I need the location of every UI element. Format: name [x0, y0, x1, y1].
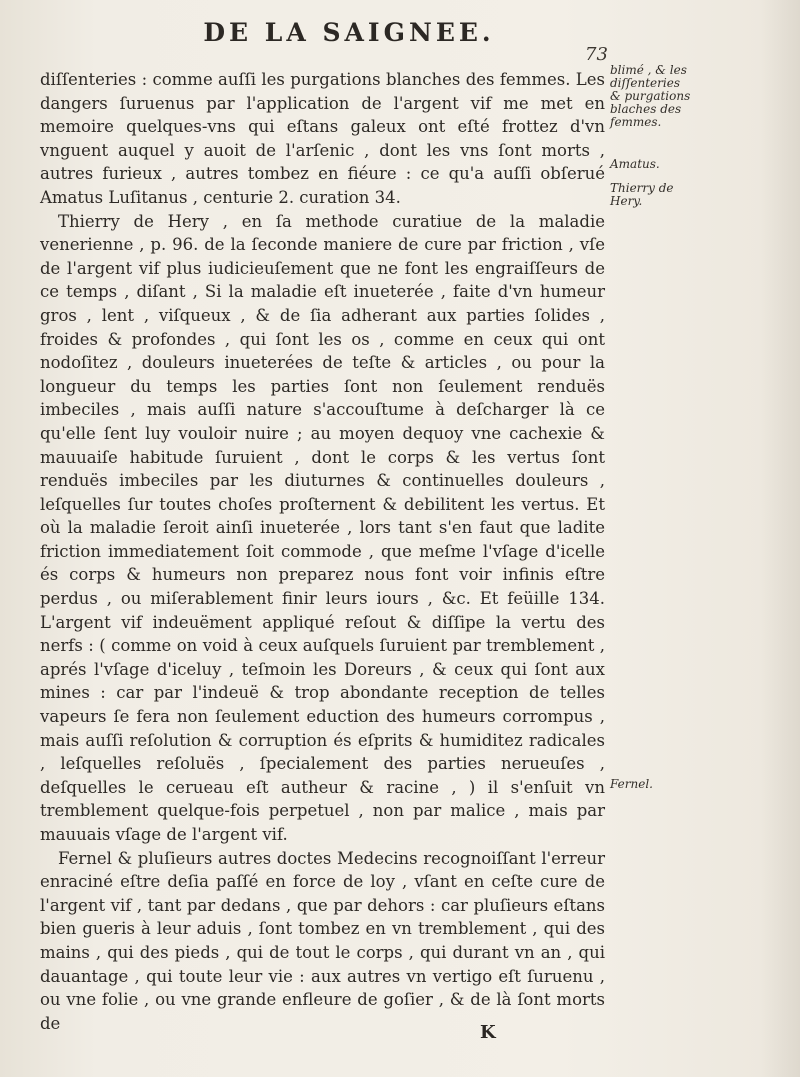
margin-note: Amatus. — [610, 157, 660, 171]
paragraph: diſſenteries : comme auſſi les purgations blanches des femmes. Les dangers ſuruenus par l'application de l'argent vif me met en memoire quelques-vns qui eſtans galeux ont eſté frottez d'vn vnguent auquel y auoit de l'arſenic , dont les vns ſont morts , autres furieux , autres tombez en fiéure : ce qu'a auſſi obſerué Amatus Luſitanus , centurie 2. curation 34. — [40, 70, 605, 207]
paragraph: Fernel & pluſieurs autres doctes Medecins recognoiſſant l'erreur enraciné eſtre deſia paſſé en force de loy , vſant en ceſte cure de l'argent vif , tant par dedans , que par dehors : car pluſieurs eſtans bien gueris à leur aduis , ſont tombez en vn tremblement , qui des mains , qui des pieds , qui de tout le corps , qui durant vn an , qui dauantage , qui toute leur vie : aux autres vn vertigo eſt ſuruenu , ou vne folie , ou vne grande enfleure de goſier , & de là ſont morts de — [40, 848, 605, 1033]
margin-note: Fernel. — [610, 777, 653, 791]
page-number: 73 — [585, 44, 608, 65]
margin-note: blimé , & les diſſenteries & purgations blaches des femmes. — [610, 63, 691, 129]
running-title: DE LA SAIGNEE. — [203, 18, 495, 47]
body-text — [40, 68, 605, 1035]
paragraph: Thierry de Hery , en ſa methode curatiue de la maladie venerienne , p. 96. de la ſeconde maniere de cure par friction , vſe de l'argent vif plus iudicieuſement que ne font les engraiſſeurs de ce temps , diſant , Si la maladie eſt inueterée , faite d'vn humeur gros , lent , viſqueux , & de ſia adherant aux parties ſolides , froides & profondes , qui ſont les os , comme en ceux qui ont nodoſitez , douleurs inueterées de teſte & articles , ou pour la longueur du temps les parties ſont non ſeulement renduës imbeciles , mais auſſi nature s'accouſtume à deſcharger là ce qu'elle ſent luy vouloir nuire ; au moyen dequoy vne cachexie & mauuaiſe habitude ſuruient , dont le corps & les vertus ſont renduës imbeciles par les diuturnes & continuelles douleurs , leſquelles ſur toutes choſes proſternent & debilitent les vertus. Et où la maladie ſeroit ainſi inueterée , lors tant s'en faut que ladite friction immediatement ſoit commode , que meſme l'vſage d'icelle és corps & humeurs non preparez nous font voir infinis eſtre perdus , ou miſerablement finir leurs iours , &c. Et feüille 134. L'argent vif indeuëment appliqué reſout & diſſipe la vertu des nerfs : ( comme on void à ceux auſquels ſuruient par tremblement , aprés l'vſage d'iceluy , teſmoin les Doreurs , & ceux qui ſont aux mines : car par l'indeuë & trop abondante reception de telles vapeurs ſe fera non ſeulement eduction des humeurs corrompus , mais auſſi reſolution & corruption és eſprits & humiditez radicales , leſquelles reſoluës , ſpecialement des parties nerueuſes , deſquelles le cerueau eſt autheur & racine , ) il s'enſuit vn tremblement quelque-fois perpetuel , non par malice , mais par mauuais vſage de l'argent vif. — [40, 211, 605, 844]
signature-mark: K — [480, 1022, 496, 1043]
margin-note: Thierry de Hery. — [610, 181, 674, 208]
page-edge-shadow — [760, 0, 800, 1077]
